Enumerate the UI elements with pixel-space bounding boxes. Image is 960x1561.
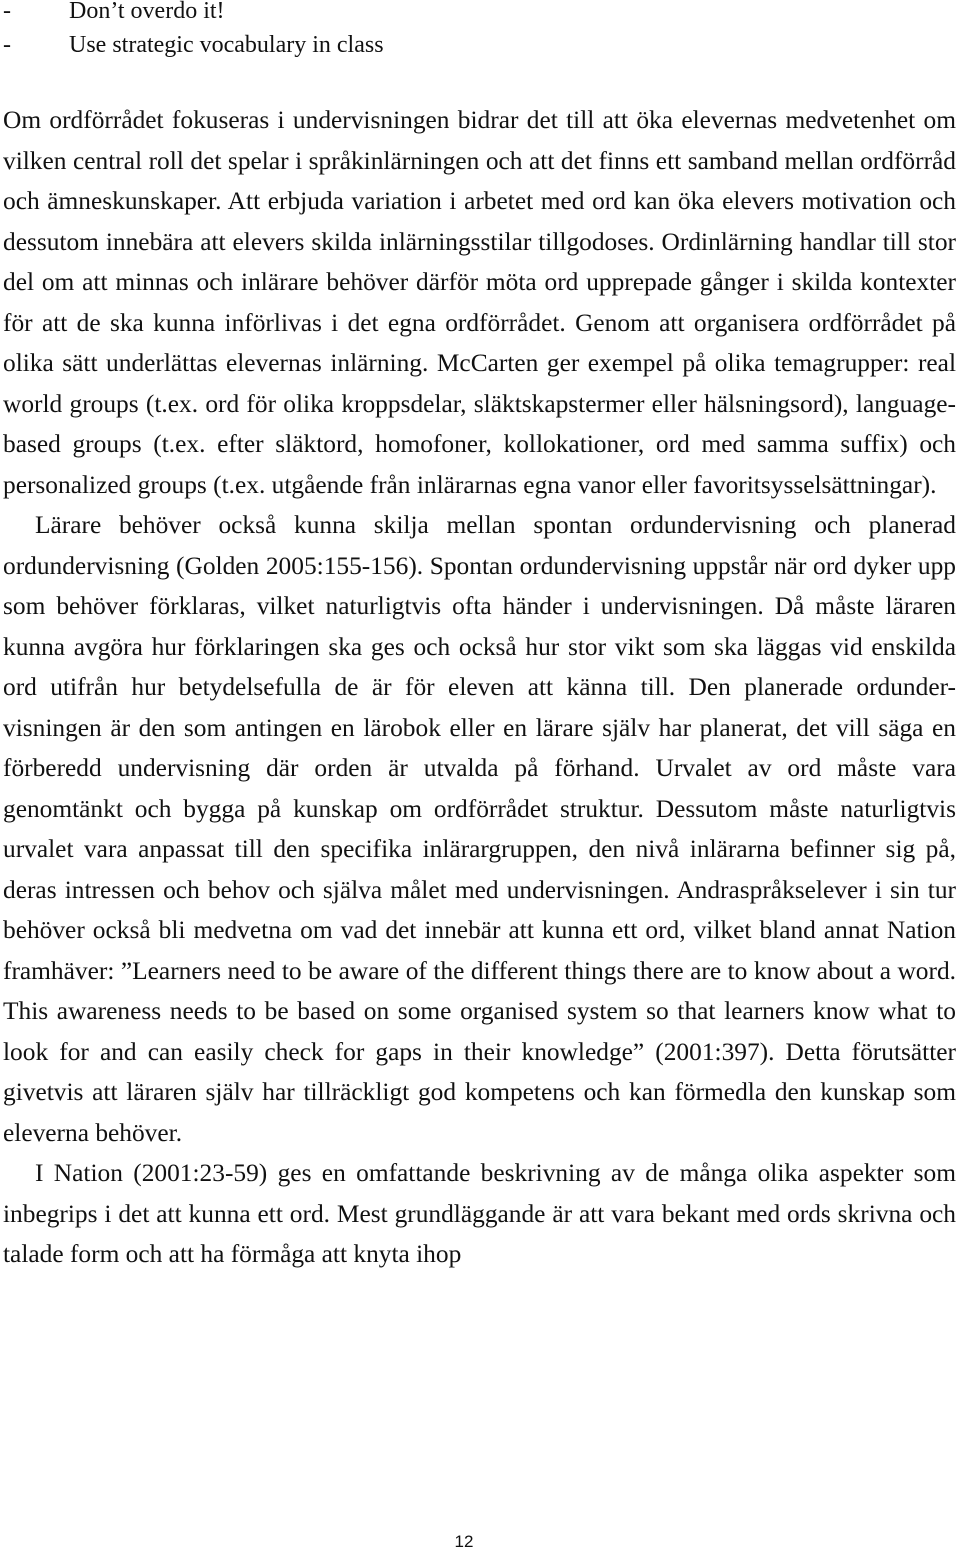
bullet-marker: - (3, 32, 11, 58)
document-page (3, 0, 956, 1275)
body-paragraph: I Nation (2001:23-59) ges en omfattande beskrivning av de många olika aspekter som inbegrips i det att kunna ett ord. Mest grundläggande är att vara bekant med ords skrivna och talade form och att ha förmåga att knyta ihop (3, 1159, 956, 1268)
bullet-item (3, 28, 956, 62)
body-paragraph: Lärare behöver också kunna skilja mellan spontan ordundervisning och planerad ordundervisning (Golden 2005:155-156). Spontan ordundervisning uppstår när ord dyker upp som behöver förklaras, vilket naturligtvis ofta händer i undervisningen. Då måste läraren kunna avgöra hur förklaringen ska ges och också hur stor vikt som ska läggas vid enskilda ord utifrån hur betydelsefulla de är för eleven att känna till. Den planerade ordunder-visningen är den som antingen en lärobok eller en lärare själv har planerat, det vill säga en förberedd undervisning där orden är utvalda på förhand. Urvalet av ord måste vara genomtänkt och bygga på kunskap om ordförrådet struktur. Dessutom måste naturligtvis urvalet vara anpassat till den specifika inlärargruppen, den nivå inlärarna befinner sig på, deras intressen och behov och själva målet med undervisningen. Andraspråkselever i sin tur behöver också bli medvetna om vad det innebär att kunna ett ord, vilket bland annat Nation framhäver: ”Learners need to be aware of the different things there are to know about a word. This awareness needs to be based on some organised system so that learners know what to look for and can easily check for gaps in their knowledge” (2001:397). Detta förutsätter givetvis att läraren själv har tillräckligt god kompetens och kan förmedla den kunskap som eleverna behöver. (3, 511, 956, 1147)
bullet-text: Don’t overdo it! (69, 0, 225, 24)
paragraph-spacer (3, 62, 956, 100)
bullet-list (3, 0, 956, 62)
body-paragraph: Om ordförrådet fokuseras i undervisningen bidrar det till att öka elevernas medvetenhet om vilken central roll det spelar i språkinlärningen och att det finns ett samband mellan ordförråd och ämneskunskaper. Att erbjuda variation i arbetet med ord kan öka elevers motivation och dessutom innebära att elevers skilda inlärningsstilar tillgodoses. Ordinlärning handlar till stor del om att minnas och inlärare behöver därför möta ord upprepade gånger i skilda kontexter för att de ska kunna införlivas i det egna ordförrådet. Genom att organisera ordförrådet på olika sätt underlättas elevernas inlärning. McCarten ger exempel på olika temagrupper: real world groups (t.ex. ord för olika kroppsdelar, släktskapstermer eller hälsningsord), language-based groups (t.ex. efter släktord, homofoner, kollokationer, ord med samma suffix) och personalized groups (t.ex. utgående från inlärarnas egna vanor eller favoritsysselsättningar). (3, 106, 956, 499)
bullet-marker: - (3, 0, 11, 24)
bullet-item (3, 0, 956, 28)
bullet-text: Use strategic vocabulary in class (69, 32, 384, 58)
page-number: 12 (454, 1532, 474, 1551)
